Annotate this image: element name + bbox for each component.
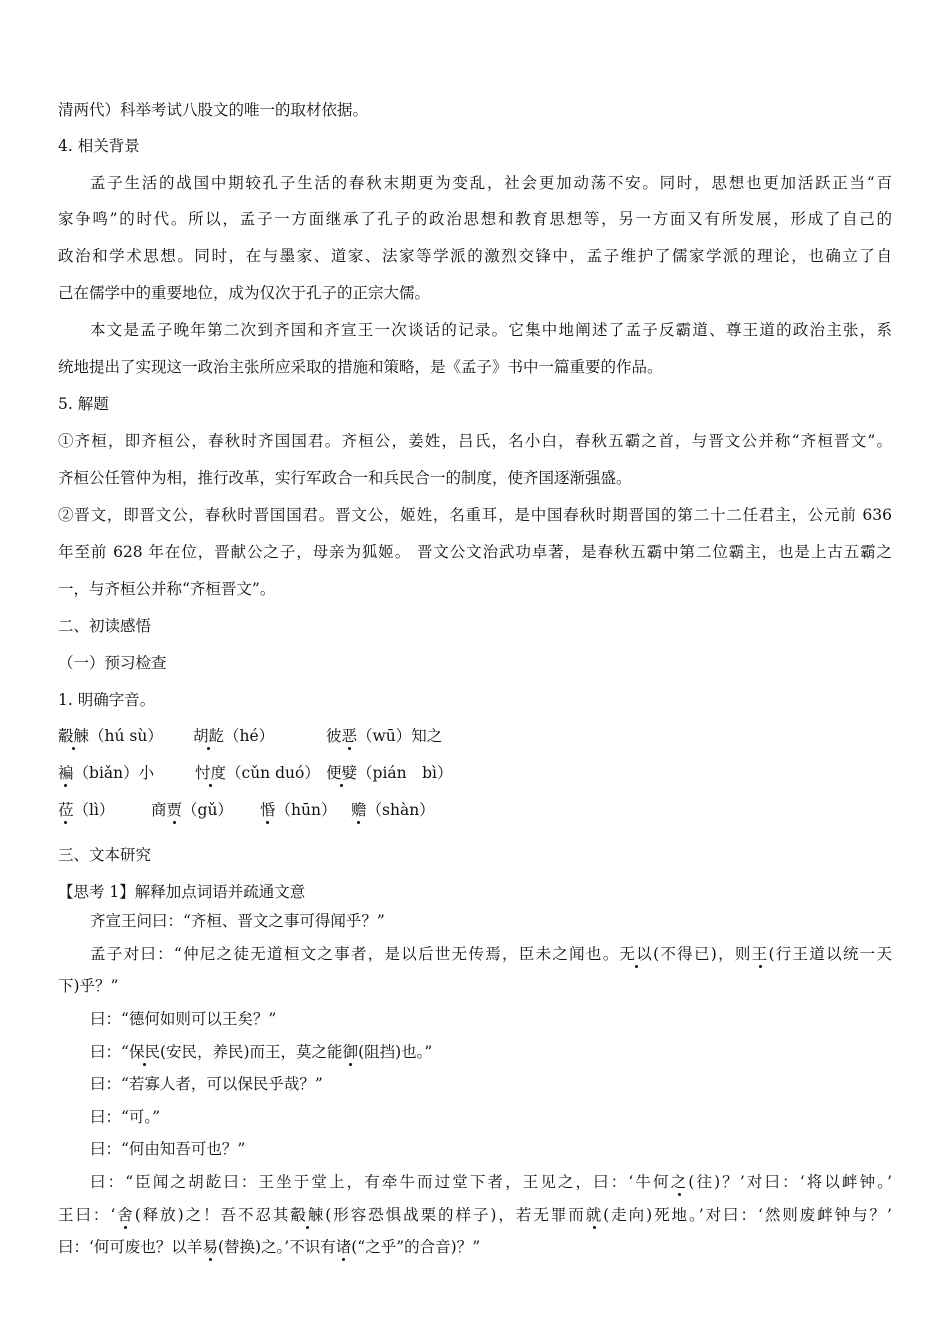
pinyin-item	[326, 763, 453, 783]
pinyin-reading: （biǎn）小	[73, 764, 155, 782]
pinyin-item	[151, 800, 233, 820]
text-line: 清两代）科举考试八股文的唯一的取材依据。	[58, 101, 369, 119]
dotted-word: 便嬖	[326, 764, 358, 782]
dialogue-line	[90, 1042, 432, 1062]
pinyin-row	[58, 800, 114, 820]
text-span: (不得已)，则	[653, 945, 752, 963]
dialogue-line: 齐宣王问曰：“齐桓、晋文之事可得闻乎？”	[90, 912, 385, 930]
text-span: (“之乎”的合音)？”	[351, 1238, 481, 1256]
dialogue-line	[58, 1205, 892, 1225]
pinyin-item	[58, 763, 154, 783]
text-span: (替换)之。’不识有	[217, 1238, 336, 1256]
paragraph-line: 齐桓公任管仲为相，推行改革，实行军政合一和兵民合一的制度，使齐国逐渐强盛。	[58, 469, 632, 487]
pinyin-row	[58, 763, 154, 783]
dotted-word: 忖度	[195, 764, 227, 782]
paragraph-line: 孟子生活的战国中期较孔子生活的春秋末期更为变乱，社会更加动荡不安。同时，思想也更加活跃正当“百	[90, 174, 892, 192]
plain-word: 商	[151, 801, 167, 819]
dotted-word: 保民	[128, 1043, 160, 1061]
pinyin-row	[326, 726, 442, 746]
pinyin-item	[58, 800, 114, 820]
pinyin-reading: （pián bì）	[357, 764, 453, 782]
dotted-word: 之	[670, 1173, 689, 1191]
dotted-word: 惛	[260, 801, 276, 819]
subsection-heading: 1. 明确字音。	[58, 691, 156, 709]
text-span: 曰：“	[90, 1043, 129, 1061]
paragraph-line: 一，与齐桓公并称“齐桓晋文”。	[58, 580, 276, 598]
dotted-word: 王	[751, 945, 769, 963]
pinyin-reading: （shàn）	[366, 801, 435, 819]
pinyin-row	[58, 726, 163, 746]
paragraph-line: 家争鸣”的时代。所以，孟子一方面继承了孔子的政治思想和教育思想等，另一方面又有所发展，形成了自己的	[58, 210, 892, 228]
dotted-word: 无以	[619, 945, 654, 963]
dotted-word: 贾	[166, 801, 183, 819]
dialogue-line: 曰：“可。”	[90, 1108, 161, 1126]
dotted-word: 觳觫	[290, 1206, 326, 1224]
section-heading: 二、初读感悟	[58, 617, 152, 635]
text-span: (行王道以统一天	[768, 945, 892, 963]
pinyin-reading: （cǔn duó）	[226, 764, 320, 782]
section-heading: 5. 解题	[58, 395, 109, 413]
section-heading: 4. 相关背景	[58, 137, 140, 155]
pinyin-row	[193, 726, 274, 746]
section-heading: 三、文本研究	[58, 846, 152, 864]
pinyin-row	[260, 800, 336, 820]
paragraph-line: ②晋文，即晋文公，春秋时晋国国君。晋文公，姬姓，名重耳，是中国春秋时期晋国的第二十二任君主，公元前 636	[58, 506, 892, 524]
text-span: 王曰：‘	[58, 1206, 116, 1224]
pinyin-row	[351, 800, 435, 820]
pinyin-item	[193, 726, 274, 746]
paragraph-line: 政治和学术思想。同时，在与墨家、道家、法家等学派的激烈交锋中，孟子维护了儒家学派的理论，也确立了自	[58, 247, 892, 265]
paragraph-line: 年至前 628 年在位，晋献公之子，母亲为狐姬。 晋文公文治武功卓著，是春秋五霸中第二位霸主，也是上古五霸之	[58, 543, 892, 561]
dotted-word: 御	[342, 1043, 359, 1061]
dialogue-line: 曰：“若寡人者，可以保民乎哉？”	[90, 1075, 323, 1093]
text-span: (往)？’对曰：‘将以衅钟。’	[688, 1173, 892, 1191]
text-span: (形容恐惧战栗的样子)，若无罪而	[325, 1206, 586, 1224]
dotted-word: 莅	[58, 801, 74, 819]
dialogue-line	[58, 1237, 480, 1257]
dotted-word: 赡	[351, 801, 367, 819]
exercise-heading: 【思考 1】解释加点词语并疏通文意	[58, 883, 306, 901]
subsection-heading: （一）预习检查	[58, 654, 167, 672]
text-span: 曰：“臣闻之胡龁曰：王坐于堂上，有牵牛而过堂下者，王见之，曰：‘牛何	[90, 1173, 671, 1191]
dotted-word: 就	[585, 1206, 604, 1224]
text-span: (安民，养民)而王，莫之能	[159, 1043, 343, 1061]
pinyin-reading: （hé）	[224, 727, 275, 745]
text-span: 孟子对曰：“仲尼之徒无道桓文之事者，是以后世无传焉，臣未之闻也。	[90, 945, 620, 963]
text-span: (释放)之！吾不忍其	[134, 1206, 291, 1224]
text-span: (阻挡)也。”	[358, 1043, 433, 1061]
paragraph-line: 统地提出了实现这一政治主张所应采取的措施和策略，是《孟子》书中一篇重要的作品。	[58, 358, 663, 376]
pinyin-reading: （gǔ）	[182, 801, 233, 819]
pinyin-item	[351, 800, 435, 820]
dotted-word: 舍	[115, 1206, 135, 1224]
dialogue-line: 曰：“德何如则可以王矣？”	[90, 1010, 277, 1028]
pinyin-reading: （wū）知之	[357, 727, 443, 745]
dotted-word: 褊	[58, 764, 74, 782]
pinyin-item	[326, 726, 442, 746]
dialogue-line: 曰：“何由知吾可也？”	[90, 1140, 246, 1158]
paragraph-line: ①齐桓，即齐桓公，春秋时齐国国君。齐桓公，姜姓，吕氏，名小白，春秋五霸之首，与晋文公并称“齐桓晋文”。	[58, 432, 892, 450]
dialogue-line	[90, 944, 892, 964]
dotted-word: 恶	[341, 727, 358, 745]
pinyin-item	[195, 763, 320, 783]
pinyin-row	[195, 763, 320, 783]
pinyin-item	[260, 800, 336, 820]
dotted-word: 诸	[335, 1238, 352, 1256]
dialogue-line: 下)乎？”	[58, 977, 119, 995]
pinyin-reading: （lì）	[73, 801, 115, 819]
dotted-word: 胡龁	[193, 727, 225, 745]
dotted-word: 觳觫	[58, 727, 90, 745]
paragraph-line: 本文是孟子晚年第二次到齐国和齐宣王一次谈话的记录。它集中地阐述了孟子反霸道、尊王道的政治主张，系	[90, 321, 892, 339]
text-span: 曰：‘何可废也？以羊	[58, 1238, 203, 1256]
plain-word: 彼	[326, 727, 342, 745]
pinyin-row	[151, 800, 233, 820]
paragraph-line: 己在儒学中的重要地位，成为仅次于孔子的正宗大儒。	[58, 284, 431, 302]
dotted-word: 易	[202, 1238, 218, 1256]
pinyin-item	[58, 726, 163, 746]
text-span: (走向)死地。’对曰：‘然则废衅钟与？’	[603, 1206, 892, 1224]
dialogue-line	[90, 1172, 892, 1192]
pinyin-row	[326, 763, 453, 783]
pinyin-reading: （hú sù）	[89, 727, 163, 745]
pinyin-reading: （hūn）	[275, 801, 337, 819]
